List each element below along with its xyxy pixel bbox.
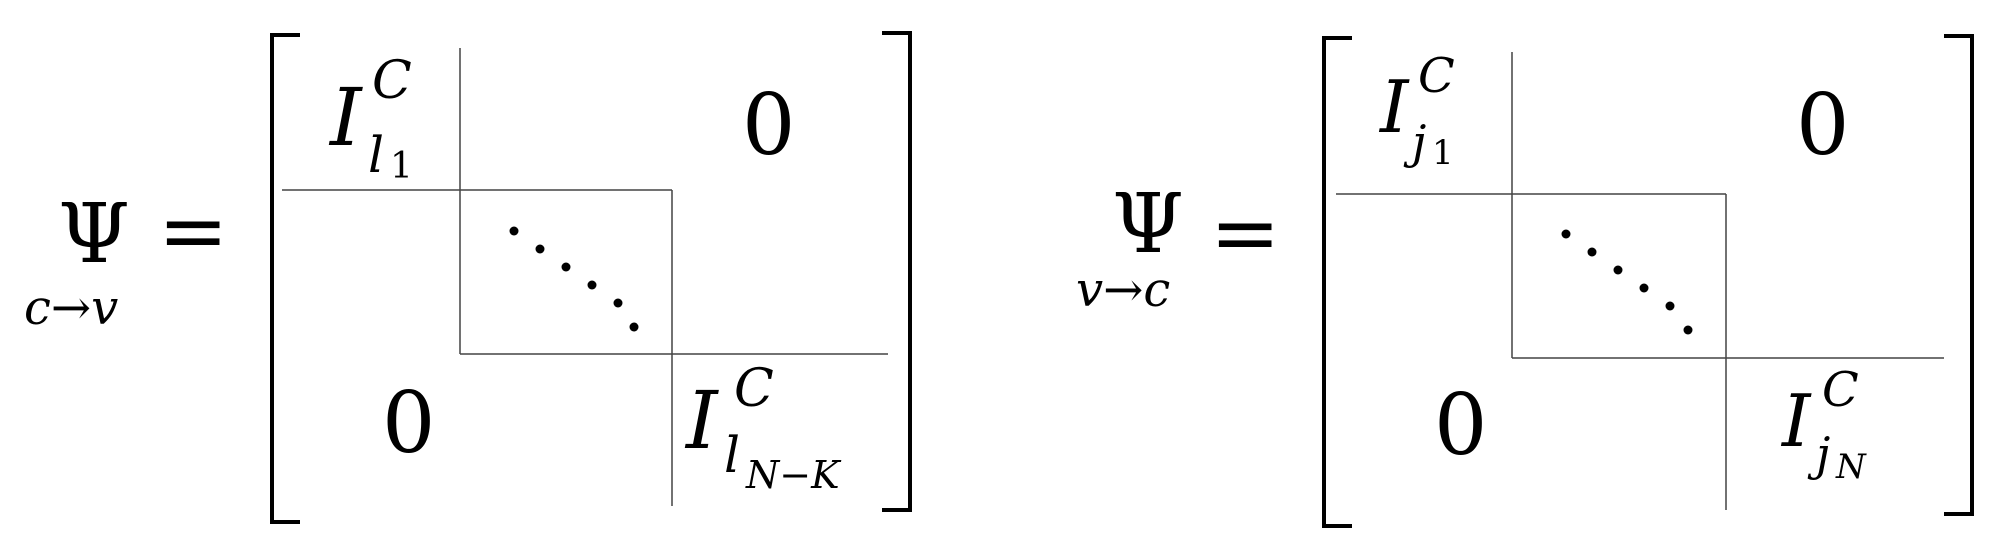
identity-subscript-index: 1 bbox=[1432, 133, 1454, 173]
zero-top-right: 0 bbox=[1796, 76, 1850, 174]
zero-bottom-left: 0 bbox=[382, 374, 436, 472]
diagonal-dots bbox=[1562, 230, 1693, 335]
identity-subscript-base: l bbox=[368, 126, 384, 184]
identity-block-top-left bbox=[328, 51, 413, 187]
identity-superscript: C bbox=[1418, 48, 1455, 104]
identity-block-top-left bbox=[1378, 48, 1455, 173]
psi-subscript: v→c bbox=[1076, 262, 1171, 318]
identity-base: I bbox=[686, 374, 718, 467]
identity-subscript-index: 1 bbox=[390, 146, 413, 187]
identity-superscript: C bbox=[372, 51, 412, 111]
identity-superscript: C bbox=[734, 359, 774, 419]
psi-symbol: Ψ bbox=[1112, 177, 1184, 272]
block-partition-lines bbox=[1336, 52, 1944, 510]
equation-psi-v-to-c bbox=[1076, 36, 1972, 526]
identity-base: I bbox=[1782, 379, 1811, 463]
identity-subscript-base: j bbox=[1412, 115, 1427, 169]
right-bracket bbox=[882, 33, 910, 510]
identity-subscript-index: N bbox=[1836, 447, 1866, 487]
equals-sign: = bbox=[158, 182, 229, 280]
identity-base: I bbox=[330, 71, 362, 164]
zero-top-right: 0 bbox=[742, 76, 796, 174]
equals-sign: = bbox=[1210, 184, 1281, 282]
right-bracket bbox=[1944, 36, 1972, 514]
identity-base: I bbox=[1380, 65, 1409, 149]
psi-symbol: Ψ bbox=[58, 187, 130, 282]
identity-block-bottom-right bbox=[684, 359, 842, 497]
block-partition-lines bbox=[282, 48, 888, 506]
zero-bottom-left: 0 bbox=[1434, 376, 1488, 474]
equation-psi-c-to-v bbox=[24, 33, 910, 522]
left-bracket bbox=[1324, 38, 1352, 526]
left-bracket bbox=[272, 35, 300, 522]
diagonal-dots bbox=[510, 227, 639, 332]
identity-subscript-index: N−K bbox=[746, 453, 840, 497]
identity-superscript: C bbox=[1822, 362, 1859, 418]
identity-block-bottom-right bbox=[1780, 362, 1867, 487]
identity-subscript-base: j bbox=[1816, 427, 1831, 481]
identity-subscript-base: l bbox=[724, 426, 740, 484]
psi-subscript: c→v bbox=[24, 280, 119, 336]
